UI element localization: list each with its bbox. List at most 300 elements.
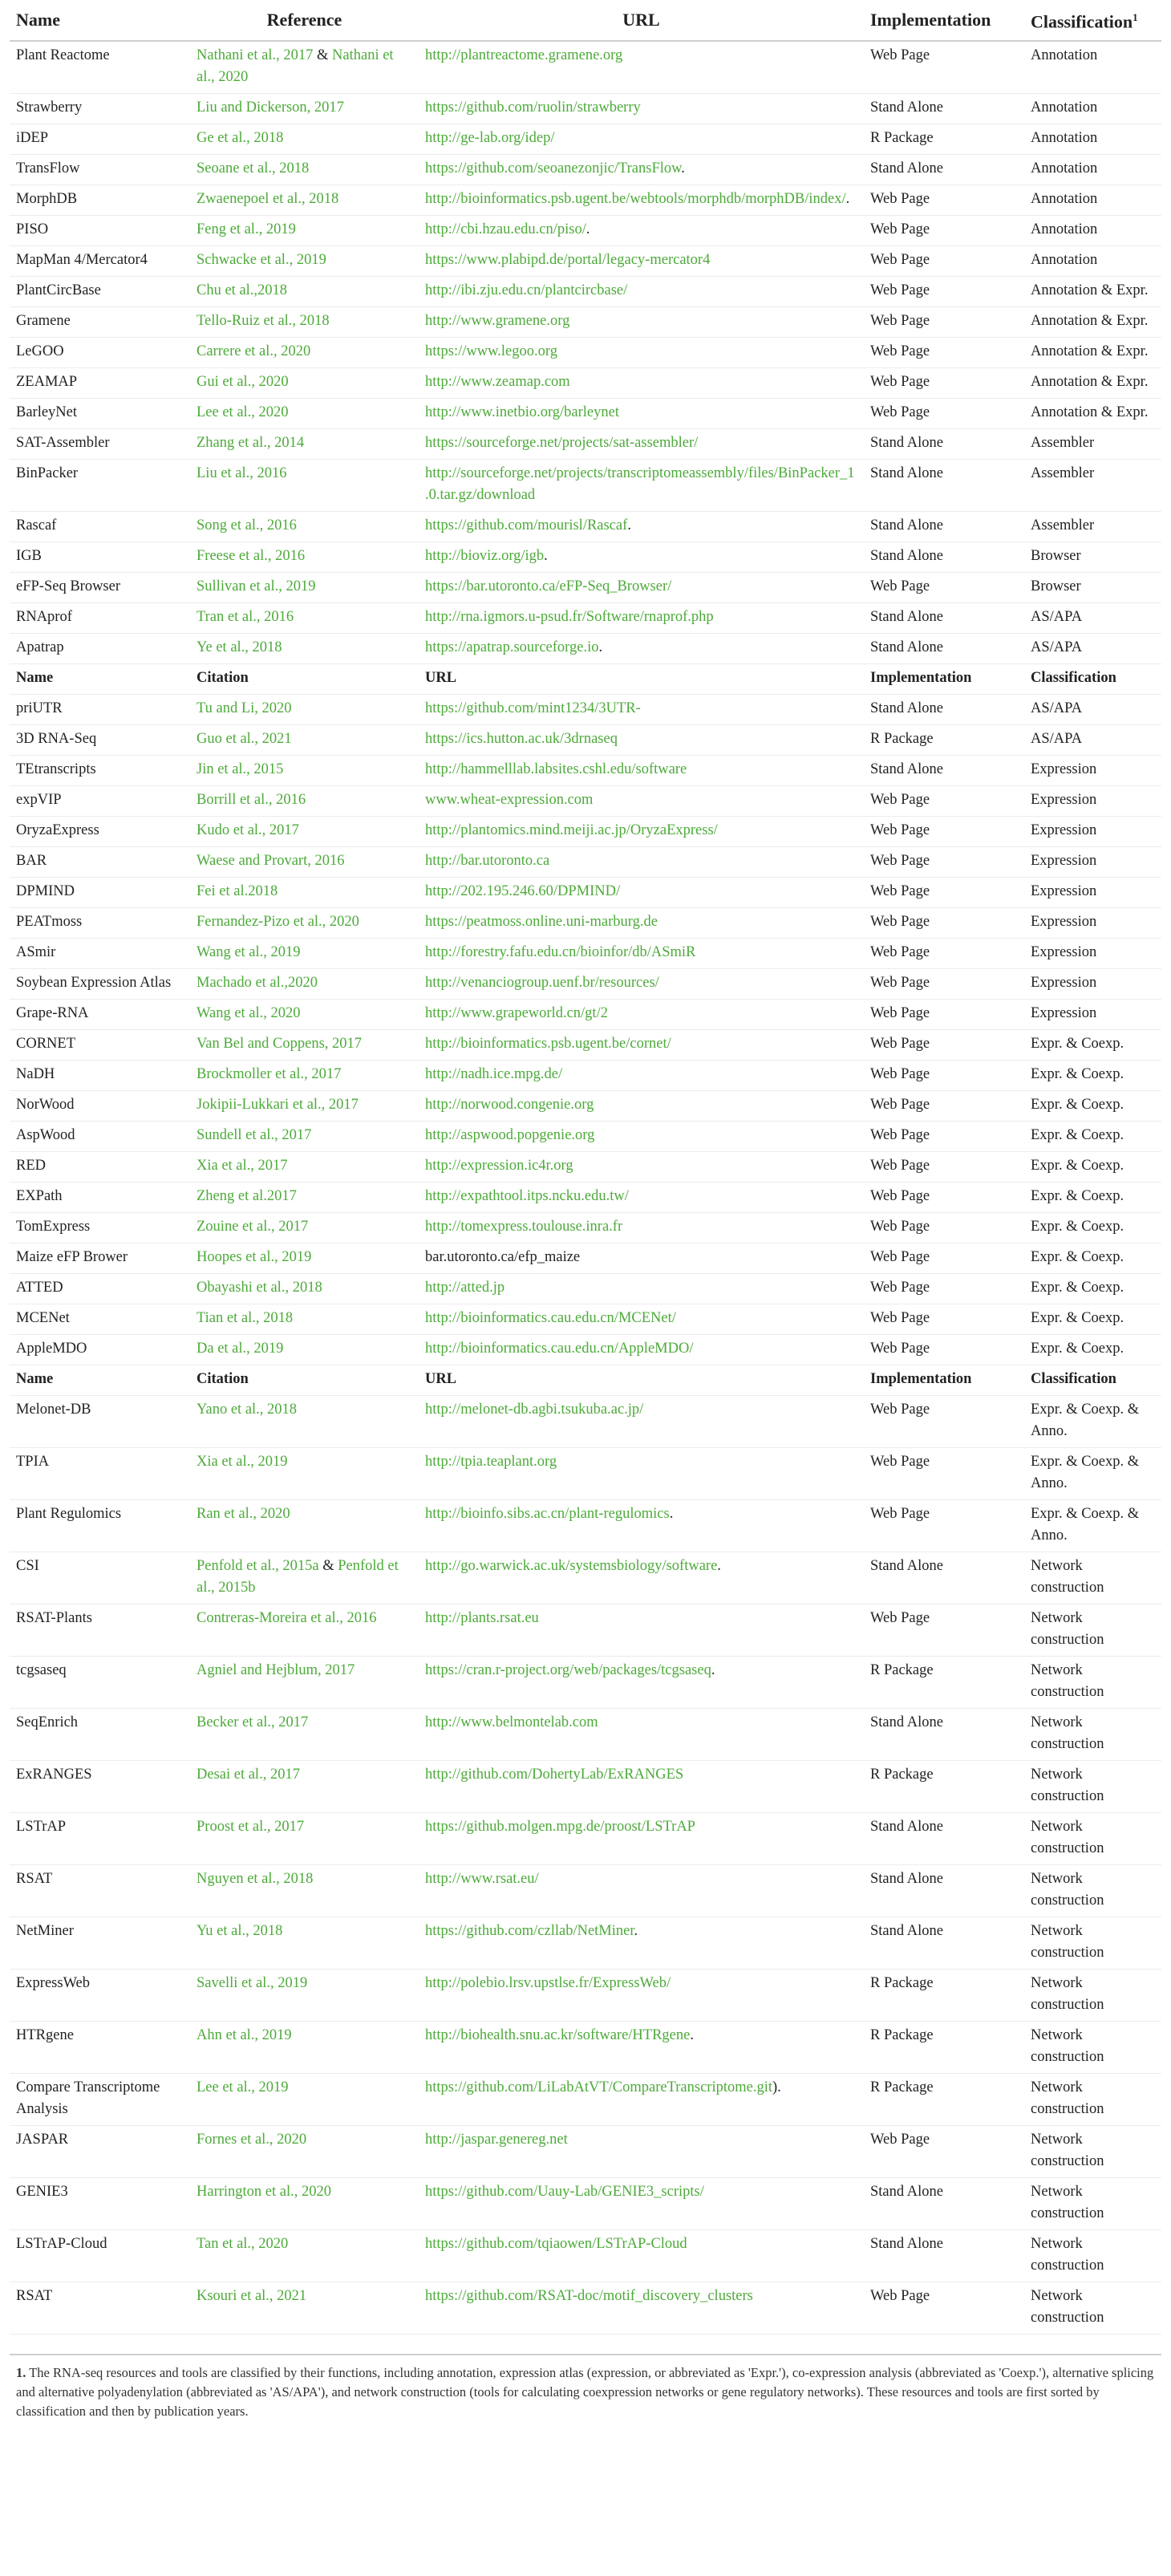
url-link[interactable]: http://www.rsat.eu/ (425, 1871, 539, 1888)
implementation: Stand Alone (864, 1552, 1024, 1604)
table-row (10, 338, 1161, 368)
url-link[interactable]: https://cran.r-project.org/web/packages/tcgsaseq (425, 1662, 711, 1679)
implementation: Web Page (864, 368, 1024, 399)
table-row (10, 1917, 1161, 1970)
url-cell (419, 908, 864, 939)
table-row (10, 1813, 1161, 1865)
url-trailing-punctuation: . (681, 160, 685, 177)
url-cell (419, 1552, 864, 1604)
reference-link[interactable]: Nathani et al., 2017 (197, 47, 314, 64)
url-cell (419, 817, 864, 847)
url-cell (419, 1500, 864, 1552)
tool-name: AspWood (10, 1122, 190, 1152)
reference-cell (190, 338, 419, 368)
table-row (10, 573, 1161, 603)
tool-name: CSI (10, 1552, 190, 1604)
reference-link[interactable]: Zhang et al., 2014 (197, 435, 305, 452)
implementation: Web Page (864, 1000, 1024, 1030)
header-reference: Reference (190, 0, 419, 41)
url-cell (419, 368, 864, 399)
url-link[interactable]: https://github.com/mourisl/Rascaf (425, 517, 628, 534)
url-cell (419, 1335, 864, 1365)
classification: Network construction (1024, 2126, 1161, 2178)
url-link[interactable]: http://nadh.ice.mpg.de/ (425, 1066, 563, 1083)
reference-link[interactable]: Savelli et al., 2019 (197, 1975, 308, 1992)
tool-name: RSAT-Plants (10, 1604, 190, 1657)
table-row (10, 1061, 1161, 1091)
reference-link[interactable]: Tian et al., 2018 (197, 1310, 294, 1327)
reference-link[interactable]: Fernandez-Pizo et al., 2020 (197, 914, 359, 931)
url-trailing-punctuation: . (669, 1506, 674, 1523)
reference-cell (190, 603, 419, 634)
tool-name: TPIA (10, 1448, 190, 1500)
table-row (10, 603, 1161, 634)
implementation: Web Page (864, 307, 1024, 338)
tool-name: RED (10, 1152, 190, 1183)
url-trailing-punctuation: . (598, 639, 603, 656)
reference-link[interactable]: Lee et al., 2020 (197, 404, 289, 421)
reference-cell (190, 1030, 419, 1061)
reference-link[interactable]: Borrill et al., 2016 (197, 792, 306, 809)
url-link[interactable]: http://biohealth.snu.ac.kr/software/HTRgene (425, 2027, 691, 2044)
classification: Expression (1024, 847, 1161, 878)
classification: Expr. & Coexp. & Anno. (1024, 1448, 1161, 1500)
tool-name: ExRANGES (10, 1761, 190, 1813)
url-link[interactable]: http://go.warwick.ac.uk/systemsbiology/software (425, 1558, 718, 1575)
table-row (10, 216, 1161, 246)
reference-link[interactable]: Tello-Ruiz et al., 2018 (197, 313, 330, 330)
url-link[interactable]: http://melonet-db.agbi.tsukuba.ac.jp/ (425, 1402, 644, 1418)
reference-cell (190, 368, 419, 399)
url-link[interactable]: http://github.com/DohertyLab/ExRANGES (425, 1767, 684, 1783)
classification: Annotation (1024, 185, 1161, 216)
url-link[interactable]: http://www.belmontelab.com (425, 1714, 598, 1731)
reference-cell (190, 1970, 419, 2022)
url-cell (419, 1917, 864, 1970)
reference-link[interactable]: Agniel and Hejblum, 2017 (197, 1662, 355, 1679)
classification: Expr. & Coexp. (1024, 1304, 1161, 1335)
url-link[interactable]: https://peatmoss.online.uni-marburg.de (425, 914, 658, 931)
reference-link[interactable]: Zheng et al.2017 (197, 1188, 297, 1205)
table-row (10, 1000, 1161, 1030)
reference-cell (190, 847, 419, 878)
reference-link[interactable]: Kudo et al., 2017 (197, 822, 299, 839)
url-link[interactable]: http://venanciogroup.uenf.br/resources/ (425, 975, 659, 992)
url-link[interactable]: https://www.legoo.org (425, 343, 557, 360)
implementation: Web Page (864, 908, 1024, 939)
reference-cell (190, 1657, 419, 1709)
footnote-marker: 1 (1133, 11, 1138, 23)
url-cell (419, 2282, 864, 2335)
url-link[interactable]: https://bar.utoronto.ca/eFP-Seq_Browser/ (425, 578, 672, 595)
implementation: Stand Alone (864, 1709, 1024, 1761)
table-row (10, 399, 1161, 429)
url-link[interactable]: https://github.com/ruolin/strawberry (425, 99, 641, 116)
table-row (10, 307, 1161, 338)
url-link[interactable]: http://tpia.teaplant.org (425, 1454, 557, 1471)
url-trailing-punctuation: ). (772, 2079, 781, 2096)
url-cell (419, 1709, 864, 1761)
reference-link[interactable]: Seoane et al., 2018 (197, 160, 310, 177)
url-link[interactable]: http://norwood.congenie.org (425, 1097, 594, 1114)
table-row (10, 725, 1161, 756)
classification: Expr. & Coexp. (1024, 1183, 1161, 1213)
url-cell (419, 542, 864, 573)
reference-link[interactable]: Penfold et al., 2015a (197, 1558, 319, 1575)
implementation: Web Page (864, 1604, 1024, 1657)
table-row (10, 969, 1161, 1000)
reference-cell (190, 1448, 419, 1500)
reference-link[interactable]: Yu et al., 2018 (197, 1923, 283, 1940)
reference-link[interactable]: Ge et al., 2018 (197, 130, 284, 147)
reference-link[interactable]: Ksouri et al., 2021 (197, 2288, 307, 2305)
reference-link[interactable]: Liu et al., 2016 (197, 465, 287, 482)
url-link[interactable]: https://github.molgen.mpg.de/proost/LSTrAP (425, 1819, 695, 1836)
reference-link[interactable]: Brockmoller et al., 2017 (197, 1066, 342, 1083)
url-link[interactable]: https://github.com/tqiaowen/LSTrAP-Cloud (425, 2236, 687, 2253)
url-cell (419, 725, 864, 756)
url-cell (419, 1030, 864, 1061)
url-cell (419, 185, 864, 216)
url-link[interactable]: https://github.com/Uauy-Lab/GENIE3_scripts/ (425, 2184, 704, 2201)
url-link[interactable]: http://sourceforge.net/projects/transcriptomeassembly/files/BinPacker_1.0.tar.gz/download (425, 465, 855, 504)
reference-link[interactable]: Tan et al., 2020 (197, 2236, 289, 2253)
implementation: Stand Alone (864, 542, 1024, 573)
reference-cell (190, 460, 419, 512)
url-link[interactable]: http://polebio.lrsv.upstlse.fr/ExpressWeb/ (425, 1975, 671, 1992)
table-row (10, 1657, 1161, 1709)
url-cell (419, 603, 864, 634)
reference-cell (190, 41, 419, 94)
reference-link[interactable]: Chu et al.,2018 (197, 282, 288, 299)
url-link[interactable]: https://github.com/RSAT-doc/motif_discovery_clusters (425, 2288, 753, 2305)
url-link[interactable]: http://202.195.246.60/DPMIND/ (425, 883, 621, 900)
reference-link[interactable]: Obayashi et al., 2018 (197, 1280, 322, 1296)
implementation: Web Page (864, 399, 1024, 429)
implementation: Web Page (864, 1243, 1024, 1274)
table-row (10, 1091, 1161, 1122)
url-link[interactable]: http://forestry.fafu.edu.cn/bioinfor/db/ASmiR (425, 944, 696, 961)
classification: Assembler (1024, 460, 1161, 512)
url-link[interactable]: http://jaspar.genereg.net (425, 2132, 568, 2148)
reference-separator: & (313, 47, 333, 64)
header-url: URL (419, 0, 864, 41)
table-row (10, 124, 1161, 155)
url-link[interactable]: http://www.grapeworld.cn/gt/2 (425, 1005, 608, 1022)
table-row (10, 2282, 1161, 2335)
classification: Browser (1024, 573, 1161, 603)
reference-link[interactable]: Penfold et al., 2015b (197, 1558, 399, 1596)
implementation: Web Page (864, 1335, 1024, 1365)
classification: Annotation & Expr. (1024, 277, 1161, 307)
tool-name: priUTR (10, 695, 190, 725)
url-cell (419, 216, 864, 246)
classification: Expr. & Coexp. (1024, 1091, 1161, 1122)
url-link[interactable]: http://plants.rsat.eu (425, 1610, 539, 1627)
url-link[interactable]: http://bioinformatics.psb.ugent.be/webtools/morphdb/morphDB/index/ (425, 191, 846, 208)
reference-link[interactable]: Fei et al.2018 (197, 883, 278, 900)
implementation: Web Page (864, 1213, 1024, 1243)
implementation: Web Page (864, 1448, 1024, 1500)
reference-cell (190, 2126, 419, 2178)
url-cell (419, 695, 864, 725)
reference-cell (190, 246, 419, 277)
url-cell (419, 969, 864, 1000)
url-link[interactable]: http://www.zeamap.com (425, 374, 570, 391)
url-cell (419, 460, 864, 512)
table-row (10, 2126, 1161, 2178)
url-cell (419, 1813, 864, 1865)
reference-link[interactable]: Song et al., 2016 (197, 517, 297, 534)
reference-link[interactable]: Ran et al., 2020 (197, 1506, 290, 1523)
tool-name: CORNET (10, 1030, 190, 1061)
implementation: Stand Alone (864, 1813, 1024, 1865)
url-link[interactable]: http://expression.ic4r.org (425, 1158, 573, 1174)
url-link[interactable]: http://rna.igmors.u-psud.fr/Software/rnaprof.php (425, 609, 714, 626)
implementation: Web Page (864, 939, 1024, 969)
reference-link[interactable]: Tu and Li, 2020 (197, 700, 292, 717)
implementation: Web Page (864, 1183, 1024, 1213)
url-link[interactable]: http://atted.jp (425, 1280, 505, 1296)
classification: AS/APA (1024, 603, 1161, 634)
tool-name: Strawberry (10, 94, 190, 124)
url-link[interactable]: https://github.com/czllab/NetMiner (425, 1923, 634, 1940)
classification: Expr. & Coexp. & Anno. (1024, 1500, 1161, 1552)
url-link[interactable]: http://ge-lab.org/idep/ (425, 130, 555, 147)
reference-link[interactable]: Freese et al., 2016 (197, 548, 306, 565)
reference-separator: & (318, 1558, 338, 1575)
implementation: R Package (864, 725, 1024, 756)
table-row (10, 1709, 1161, 1761)
url-cell (419, 847, 864, 878)
subheader-citation: Citation (190, 664, 419, 695)
classification: Network construction (1024, 2178, 1161, 2230)
reference-link[interactable]: Nguyen et al., 2018 (197, 1871, 314, 1888)
url-link[interactable]: http://bar.utoronto.ca (425, 853, 550, 870)
tool-name: HTRgene (10, 2022, 190, 2074)
reference-cell (190, 1500, 419, 1552)
url-trailing-punctuation: . (627, 517, 631, 534)
classification: Network construction (1024, 1604, 1161, 1657)
table-row (10, 1865, 1161, 1917)
implementation: Stand Alone (864, 756, 1024, 786)
table-row (10, 155, 1161, 185)
url-link[interactable]: http://bioviz.org/igb (425, 548, 545, 565)
reference-link[interactable]: Hoopes et al., 2019 (197, 1249, 312, 1266)
url-link[interactable]: http://hammelllab.labsites.cshl.edu/software (425, 761, 687, 778)
url-link[interactable]: http://cbi.hzau.edu.cn/piso/ (425, 221, 586, 238)
url-cell (419, 573, 864, 603)
reference-link[interactable]: Zouine et al., 2017 (197, 1219, 309, 1235)
reference-link[interactable]: Sundell et al., 2017 (197, 1127, 312, 1144)
classification: Assembler (1024, 429, 1161, 460)
reference-link[interactable]: Waese and Provart, 2016 (197, 853, 345, 870)
reference-link[interactable]: Nathani et al., 2020 (197, 47, 394, 86)
table-row (10, 2074, 1161, 2126)
reference-link[interactable]: Desai et al., 2017 (197, 1767, 300, 1783)
tool-name: iDEP (10, 124, 190, 155)
reference-link[interactable]: Liu and Dickerson, 2017 (197, 99, 344, 116)
reference-link[interactable]: Van Bel and Coppens, 2017 (197, 1036, 363, 1053)
url-cell (419, 1000, 864, 1030)
url-link[interactable]: http://aspwood.popgenie.org (425, 1127, 595, 1144)
tool-name: RNAprof (10, 603, 190, 634)
url-cell (419, 2230, 864, 2282)
url-cell (419, 756, 864, 786)
table-row (10, 185, 1161, 216)
url-link[interactable]: https://sourceforge.net/projects/sat-assembler/ (425, 435, 699, 452)
tool-name: Maize eFP Brower (10, 1243, 190, 1274)
reference-cell (190, 277, 419, 307)
classification: Annotation (1024, 94, 1161, 124)
reference-link[interactable]: Jin et al., 2015 (197, 761, 284, 778)
reference-cell (190, 399, 419, 429)
url-link[interactable]: http://ibi.zju.edu.cn/plantcircbase/ (425, 282, 628, 299)
reference-link[interactable]: Zwaenepoel et al., 2018 (197, 191, 339, 208)
table-row (10, 368, 1161, 399)
reference-cell (190, 1396, 419, 1448)
table-subheader-row (10, 664, 1161, 695)
classification: Network construction (1024, 1709, 1161, 1761)
classification: Annotation (1024, 155, 1161, 185)
url-link[interactable]: http://tomexpress.toulouse.inra.fr (425, 1219, 623, 1235)
url-link[interactable]: http://www.inetbio.org/barleynet (425, 404, 619, 421)
reference-link[interactable]: Guo et al., 2021 (197, 731, 292, 748)
url-link[interactable]: http://bioinformatics.cau.edu.cn/AppleMDO/ (425, 1341, 694, 1357)
tool-name: NorWood (10, 1091, 190, 1122)
classification: Annotation & Expr. (1024, 307, 1161, 338)
tool-name: Rascaf (10, 512, 190, 542)
classification: Network construction (1024, 2230, 1161, 2282)
reference-link[interactable]: Fornes et al., 2020 (197, 2132, 307, 2148)
table-row (10, 756, 1161, 786)
tool-name: SeqEnrich (10, 1709, 190, 1761)
url-trailing-punctuation: . (711, 1662, 715, 1679)
reference-link[interactable]: Machado et al.,2020 (197, 975, 318, 992)
table-row (10, 1213, 1161, 1243)
reference-link[interactable]: Gui et al., 2020 (197, 374, 289, 391)
url-cell (419, 155, 864, 185)
reference-cell (190, 2022, 419, 2074)
classification: AS/APA (1024, 695, 1161, 725)
reference-cell (190, 878, 419, 908)
classification: Expr. & Coexp. (1024, 1335, 1161, 1365)
reference-link[interactable]: Sullivan et al., 2019 (197, 578, 316, 595)
reference-cell (190, 185, 419, 216)
classification: Expression (1024, 786, 1161, 817)
classification: Network construction (1024, 1970, 1161, 2022)
url-cell (419, 1604, 864, 1657)
url-link[interactable]: https://ics.hutton.ac.uk/3drnaseq (425, 731, 618, 748)
url-trailing-punctuation: . (586, 221, 590, 238)
reference-link[interactable]: Carrere et al., 2020 (197, 343, 311, 360)
table-row (10, 878, 1161, 908)
reference-link[interactable]: Becker et al., 2017 (197, 1714, 309, 1731)
reference-link[interactable]: Wang et al., 2019 (197, 944, 301, 961)
reference-link[interactable]: Tran et al., 2016 (197, 609, 294, 626)
implementation: Web Page (864, 246, 1024, 277)
implementation: Stand Alone (864, 634, 1024, 664)
tool-name: Soybean Expression Atlas (10, 969, 190, 1000)
url-link[interactable]: http://bioinformatics.psb.ugent.be/cornet/ (425, 1036, 671, 1053)
header-classification (1024, 0, 1161, 41)
classification: Annotation (1024, 216, 1161, 246)
implementation: Stand Alone (864, 460, 1024, 512)
table-row (10, 1274, 1161, 1304)
implementation: Web Page (864, 1396, 1024, 1448)
reference-link[interactable]: Da et al., 2019 (197, 1341, 284, 1357)
url-link: bar.utoronto.ca/efp_maize (425, 1249, 581, 1266)
reference-link[interactable]: Lee et al., 2019 (197, 2079, 289, 2096)
classification: Expr. & Coexp. (1024, 1122, 1161, 1152)
url-link[interactable]: http://www.gramene.org (425, 313, 570, 330)
implementation: Web Page (864, 1061, 1024, 1091)
url-link[interactable]: http://plantomics.mind.meiji.ac.jp/OryzaExpress/ (425, 822, 718, 839)
reference-cell (190, 939, 419, 969)
implementation: Stand Alone (864, 1865, 1024, 1917)
reference-link[interactable]: Ye et al., 2018 (197, 639, 282, 656)
reference-cell (190, 216, 419, 246)
reference-link[interactable]: Ahn et al., 2019 (197, 2027, 292, 2044)
implementation: R Package (864, 1657, 1024, 1709)
table-row (10, 1122, 1161, 1152)
url-link[interactable]: https://www.plabipd.de/portal/legacy-mercator4 (425, 252, 711, 269)
url-link[interactable]: http://bioinfo.sibs.ac.cn/plant-regulomics (425, 1506, 670, 1523)
table-header (10, 0, 1161, 41)
url-link[interactable]: www.wheat-expression.com (425, 792, 594, 809)
classification: Expression (1024, 939, 1161, 969)
reference-link[interactable]: Schwacke et al., 2019 (197, 252, 326, 269)
reference-link[interactable]: Feng et al., 2019 (197, 221, 296, 238)
url-link[interactable]: https://github.com/mint1234/3UTR- (425, 700, 641, 717)
implementation: Web Page (864, 1152, 1024, 1183)
url-link[interactable]: https://apatrap.sourceforge.io (425, 639, 599, 656)
url-cell (419, 1304, 864, 1335)
tool-name: MapMan 4/Mercator4 (10, 246, 190, 277)
url-link[interactable]: http://plantreactome.gramene.org (425, 47, 623, 64)
url-cell (419, 1183, 864, 1213)
table-row (10, 634, 1161, 664)
url-link[interactable]: https://github.com/seoanezonjic/TransFlow (425, 160, 682, 177)
reference-link[interactable]: Proost et al., 2017 (197, 1819, 305, 1836)
classification: Annotation (1024, 124, 1161, 155)
tool-name: Plant Reactome (10, 41, 190, 94)
classification: Expression (1024, 756, 1161, 786)
reference-link[interactable]: Yano et al., 2018 (197, 1402, 298, 1418)
reference-link[interactable]: Jokipii-Lukkari et al., 2017 (197, 1097, 359, 1114)
reference-link[interactable]: Harrington et al., 2020 (197, 2184, 331, 2201)
reference-cell (190, 786, 419, 817)
classification: Expr. & Coexp. (1024, 1030, 1161, 1061)
reference-link[interactable]: Xia et al., 2017 (197, 1158, 288, 1174)
tool-name: LSTrAP (10, 1813, 190, 1865)
subheader-name: Name (10, 664, 190, 695)
footnote-number: 1. (16, 2365, 26, 2381)
url-cell (419, 246, 864, 277)
reference-link[interactable]: Wang et al., 2020 (197, 1005, 301, 1022)
classification: Network construction (1024, 1552, 1161, 1604)
tool-name: BarleyNet (10, 399, 190, 429)
url-link[interactable]: https://github.com/LiLabAtVT/CompareTranscriptome.git (425, 2079, 772, 2096)
table-row (10, 1335, 1161, 1365)
reference-cell (190, 1604, 419, 1657)
implementation: Stand Alone (864, 429, 1024, 460)
url-link[interactable]: http://expathtool.itps.ncku.edu.tw/ (425, 1188, 629, 1205)
reference-cell (190, 1152, 419, 1183)
reference-link[interactable]: Xia et al., 2019 (197, 1454, 288, 1471)
url-link[interactable]: http://bioinformatics.cau.edu.cn/MCENet/ (425, 1310, 676, 1327)
reference-link[interactable]: Contreras-Moreira et al., 2016 (197, 1610, 377, 1627)
